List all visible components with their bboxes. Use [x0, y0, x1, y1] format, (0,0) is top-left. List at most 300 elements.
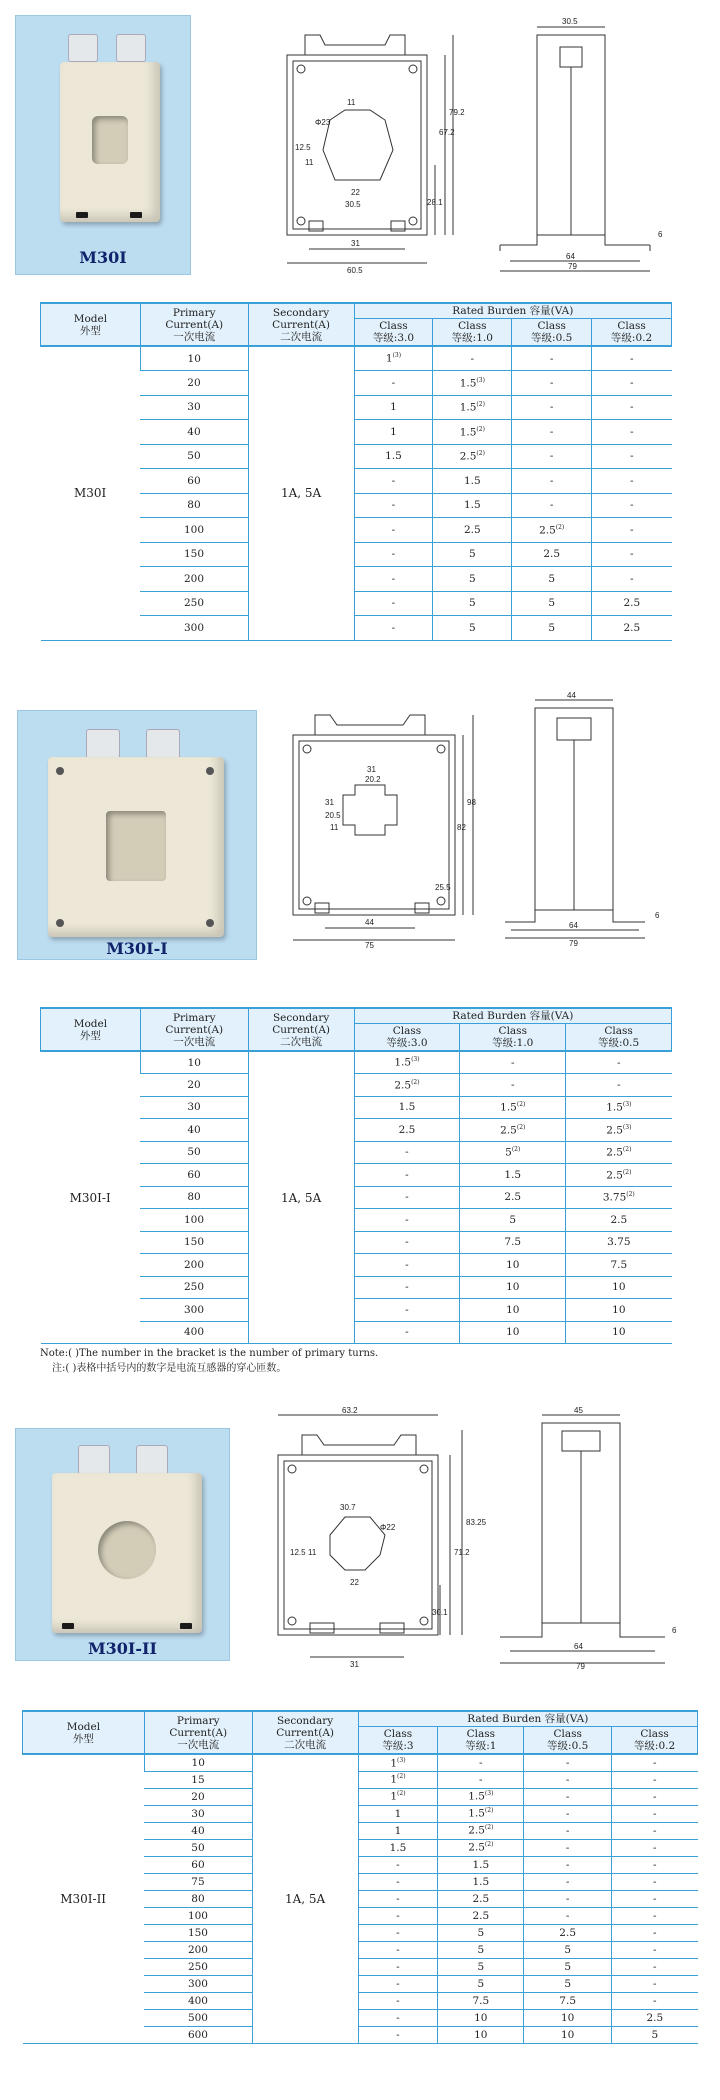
burden-value: - — [630, 352, 634, 365]
dim-label: 20.5 — [325, 811, 341, 820]
burden-value: - — [396, 1875, 400, 1888]
model-cell: M30I-I — [41, 1051, 141, 1344]
burden-value: 1.5 — [459, 401, 477, 414]
front-drawing-m30i-i — [285, 700, 485, 950]
burden-value: - — [405, 1281, 409, 1294]
burden-value: 1.5 — [463, 474, 481, 487]
burden-value: 1.5 — [459, 377, 477, 390]
burden-cell — [612, 1873, 698, 1890]
terminal-cover-left — [78, 1445, 110, 1475]
burden-value: 1.5 — [389, 1841, 407, 1854]
burden-cell — [354, 616, 433, 641]
turns-superscript: (3) — [622, 1101, 632, 1109]
burden-value: 5 — [468, 548, 476, 561]
dim-label: 22 — [351, 188, 360, 197]
burden-cell — [358, 1924, 438, 1941]
burden-cell — [612, 1856, 698, 1873]
mounting-slot — [130, 212, 142, 218]
burden-value: 5 — [477, 1926, 485, 1939]
burden-cell — [433, 420, 512, 445]
screw-icon — [206, 919, 214, 927]
dim-label: 31 — [350, 1660, 359, 1669]
turns-superscript: (3) — [622, 1123, 632, 1131]
header-rated-burden: Rated Burden 容量(VA) — [358, 1711, 697, 1727]
burden-value: 10 — [506, 1281, 520, 1294]
burden-value: - — [653, 1824, 657, 1837]
header-secondary: Secondary Current(A) 二次电流 — [248, 303, 354, 346]
burden-value: 10 — [612, 1326, 626, 1339]
burden-value: - — [630, 548, 634, 561]
burden-cell — [358, 2009, 438, 2026]
burden-cell — [354, 591, 433, 616]
burden-value: - — [405, 1236, 409, 1249]
burden-cell — [354, 1096, 460, 1119]
burden-cell — [438, 1822, 524, 1839]
burden-value: - — [391, 572, 396, 585]
burden-value: 1 — [390, 401, 397, 414]
burden-value: - — [391, 597, 396, 610]
header-class: Class 等级:1.0 — [433, 319, 512, 347]
burden-cell — [592, 346, 672, 371]
burden-cell — [512, 395, 592, 420]
burden-value: 1 — [390, 1757, 398, 1770]
primary-current-cell: 80 — [144, 1890, 252, 1907]
burden-value: - — [565, 1807, 570, 1820]
screw-icon — [56, 767, 64, 775]
burden-cell — [512, 346, 592, 371]
burden-cell — [512, 542, 592, 567]
burden-value: - — [653, 1960, 657, 1973]
side-drawing-m30i-ii — [490, 1405, 690, 1670]
turns-superscript: (3) — [411, 1056, 420, 1064]
burden-value: - — [565, 1909, 570, 1922]
turns-superscript: (2) — [622, 1146, 632, 1154]
burden-cell — [433, 395, 512, 420]
turns-superscript: (2) — [622, 1168, 632, 1176]
burden-cell — [433, 591, 512, 616]
burden-value: 1 — [394, 1824, 402, 1837]
burden-value: - — [630, 376, 634, 389]
burden-value: 5 — [477, 1960, 485, 1973]
table-body — [23, 1754, 698, 2043]
burden-value: - — [549, 450, 554, 463]
burden-value: - — [630, 499, 634, 512]
burden-value: - — [405, 1191, 409, 1204]
dim-label: 6 — [655, 911, 660, 920]
burden-cell — [566, 1096, 672, 1119]
burden-cell — [354, 493, 433, 518]
burden-cell — [433, 616, 512, 641]
burden-value: - — [549, 376, 554, 389]
primary-current-cell: 150 — [144, 1924, 252, 1941]
burden-value: - — [405, 1258, 409, 1271]
burden-cell — [438, 1924, 524, 1941]
model-label: M30I-II — [87, 1639, 158, 1658]
primary-current-cell: 250 — [140, 591, 248, 616]
table-row — [23, 1754, 698, 1771]
burden-value: 5 — [564, 1943, 571, 1956]
dim-label: 79.2 — [449, 108, 465, 117]
burden-cell — [438, 1992, 524, 2009]
burden-cell — [438, 1788, 524, 1805]
header-class: Class 等级:3 — [358, 1727, 438, 1755]
primary-current-cell: 10 — [140, 1051, 248, 1074]
header-class: Class 等级:0.5 — [512, 319, 592, 347]
burden-value: 1.5 — [504, 1168, 522, 1181]
burden-cell — [358, 1788, 438, 1805]
burden-cell — [612, 1975, 698, 1992]
burden-cell — [358, 1771, 438, 1788]
table-row — [41, 346, 672, 371]
burden-value: 10 — [506, 1303, 520, 1316]
burden-cell — [566, 1321, 672, 1344]
burden-cell — [566, 1254, 672, 1277]
burden-cell — [566, 1209, 672, 1232]
header-class: Class 等级:3.0 — [354, 1024, 460, 1052]
burden-cell — [592, 493, 672, 518]
dim-label: 11 — [308, 1548, 317, 1557]
primary-current-cell: 80 — [140, 493, 248, 518]
footnote — [40, 1347, 378, 1376]
dim-label: 64 — [574, 1642, 583, 1651]
turns-superscript: (2) — [484, 1841, 494, 1849]
burden-cell — [612, 1924, 698, 1941]
product-photo-m30i-i — [17, 710, 257, 960]
screw-icon — [206, 767, 214, 775]
burden-value: - — [479, 1773, 483, 1786]
primary-current-cell: 30 — [140, 1096, 248, 1119]
burden-value: 1.5 — [463, 499, 481, 512]
burden-cell — [524, 1771, 612, 1788]
burden-value: 5 — [468, 597, 476, 610]
header-primary: Primary Current(A) 一次电流 — [140, 303, 248, 346]
burden-value: - — [549, 499, 554, 512]
dim-label: 45 — [574, 1406, 583, 1415]
burden-value: 7.5 — [559, 1994, 576, 2007]
burden-value: - — [479, 1756, 483, 1769]
burden-cell — [358, 1992, 438, 2009]
burden-cell — [512, 493, 592, 518]
burden-cell — [438, 2026, 524, 2043]
burden-value: - — [396, 1960, 400, 1973]
dim-label: 22 — [350, 1578, 359, 1587]
dim-label: 11 — [347, 98, 356, 107]
burden-cell — [524, 2026, 612, 2043]
product-photo-m30i — [15, 15, 191, 275]
mounting-slot — [62, 1623, 74, 1629]
burden-value: 1.5 — [468, 1790, 485, 1803]
burden-cell — [433, 469, 512, 494]
primary-current-cell: 50 — [144, 1839, 252, 1856]
dim-label: 75 — [365, 941, 374, 950]
burden-value: - — [630, 523, 634, 536]
burden-value: - — [396, 2028, 400, 2041]
dim-label: Φ22 — [380, 1523, 396, 1532]
burden-value: - — [396, 1892, 400, 1905]
window-hole — [98, 1521, 156, 1579]
dim-label: 12.5 — [295, 143, 311, 152]
dim-label: 98 — [467, 798, 476, 807]
burden-cell — [354, 1231, 460, 1254]
primary-current-cell: 20 — [144, 1788, 252, 1805]
burden-value: - — [653, 1841, 657, 1854]
turns-superscript: (2) — [397, 1773, 406, 1781]
burden-cell — [524, 1992, 612, 2009]
primary-current-cell: 20 — [140, 1074, 248, 1097]
primary-current-cell: 200 — [140, 1254, 248, 1277]
burden-cell — [592, 469, 672, 494]
burden-value: - — [396, 1977, 400, 1990]
burden-value: 1.5 — [394, 1056, 412, 1069]
primary-current-cell: 300 — [140, 616, 248, 641]
burden-value: - — [470, 352, 475, 365]
front-drawing-svg — [275, 15, 465, 275]
dim-label: 30.1 — [432, 1608, 448, 1617]
burden-value: - — [565, 1841, 570, 1854]
burden-cell — [460, 1209, 566, 1232]
header-class: Class 等级:0.2 — [592, 319, 672, 347]
burden-cell — [358, 1856, 438, 1873]
primary-current-cell: 10 — [140, 346, 248, 371]
header-rated-burden: Rated Burden 容量(VA) — [354, 303, 671, 319]
spec-table-m30i-i — [40, 1007, 672, 1344]
footnote-cn: 注:( )表格中括号内的数字是电流互感器的穿心匝数。 — [52, 1362, 287, 1374]
burden-value: - — [653, 1943, 657, 1956]
dim-label: 64 — [566, 252, 575, 261]
burden-value: - — [653, 1977, 657, 1990]
burden-value: 1.5 — [459, 426, 477, 439]
burden-cell — [524, 1975, 612, 1992]
burden-cell — [354, 371, 433, 396]
burden-value: - — [653, 1790, 657, 1803]
primary-current-cell: 300 — [140, 1299, 248, 1322]
burden-cell — [612, 1839, 698, 1856]
burden-value: 7.5 — [610, 1258, 628, 1271]
burden-cell — [358, 1907, 438, 1924]
dim-label: 67.2 — [439, 128, 455, 137]
burden-cell — [354, 1119, 460, 1142]
burden-value: - — [391, 548, 396, 561]
mounting-slot — [180, 1623, 192, 1629]
burden-cell — [358, 1958, 438, 1975]
burden-value: - — [653, 1807, 657, 1820]
primary-current-cell: 20 — [140, 371, 248, 396]
burden-value: 5 — [468, 621, 476, 634]
burden-value: 2.5 — [504, 1191, 522, 1204]
burden-cell — [460, 1164, 566, 1187]
turns-superscript: (2) — [476, 401, 485, 409]
primary-current-cell: 30 — [140, 395, 248, 420]
model-cell: M30I-II — [23, 1754, 145, 2043]
burden-value: 2.5 — [468, 1841, 485, 1854]
burden-value: - — [396, 1943, 400, 1956]
burden-value: 3.75 — [607, 1236, 631, 1249]
burden-value: - — [653, 1756, 657, 1769]
burden-value: - — [630, 474, 634, 487]
burden-value: 1 — [390, 1773, 398, 1786]
burden-cell — [460, 1276, 566, 1299]
burden-cell — [524, 1890, 612, 1907]
burden-cell — [512, 469, 592, 494]
burden-cell — [592, 567, 672, 592]
burden-value: - — [405, 1303, 409, 1316]
burden-value: 1.5 — [468, 1807, 485, 1820]
burden-value: - — [653, 1926, 657, 1939]
burden-value: 5 — [548, 621, 555, 634]
side-drawing-m30i — [480, 15, 680, 275]
burden-cell — [438, 1890, 524, 1907]
burden-value: 1.5 — [500, 1101, 517, 1114]
burden-value: - — [653, 1858, 657, 1871]
burden-cell — [438, 1805, 524, 1822]
burden-value: - — [653, 1909, 657, 1922]
dim-label: 30.5 — [562, 17, 578, 26]
burden-cell — [460, 1321, 566, 1344]
turns-superscript: (2) — [411, 1078, 420, 1086]
header-rated-burden: Rated Burden 容量(VA) — [354, 1008, 671, 1024]
burden-cell — [592, 395, 672, 420]
burden-value: 5 — [468, 572, 476, 585]
primary-current-cell: 200 — [140, 567, 248, 592]
header-model: Model 外型 — [41, 1008, 141, 1051]
primary-current-cell: 60 — [140, 469, 248, 494]
burden-cell — [354, 1321, 460, 1344]
burden-cell — [354, 395, 433, 420]
burden-cell — [460, 1074, 566, 1097]
dim-label: 11 — [330, 823, 339, 832]
burden-value: - — [653, 1773, 657, 1786]
burden-value: - — [565, 1824, 570, 1837]
burden-cell — [592, 542, 672, 567]
header-secondary: Secondary Current(A) 二次电流 — [252, 1711, 358, 1754]
burden-value: 7.5 — [472, 1994, 490, 2007]
burden-cell — [354, 469, 433, 494]
model-label: M30I — [79, 248, 127, 267]
burden-value: - — [396, 1909, 400, 1922]
burden-cell — [612, 1754, 698, 1771]
burden-cell — [612, 2026, 698, 2043]
burden-value: - — [405, 1168, 409, 1181]
burden-value: - — [405, 1326, 409, 1339]
primary-current-cell: 15 — [144, 1771, 252, 1788]
burden-cell — [438, 1907, 524, 1924]
burden-cell — [460, 1141, 566, 1164]
burden-cell — [524, 1924, 612, 1941]
burden-value: - — [653, 1994, 657, 2007]
front-drawing-m30i-ii — [270, 1405, 487, 1675]
window-hole — [92, 116, 128, 164]
burden-value: 2.5 — [543, 548, 561, 561]
burden-cell — [358, 1890, 438, 1907]
burden-value: 10 — [560, 2028, 575, 2041]
dim-label: 30.5 — [345, 200, 361, 209]
burden-cell — [592, 420, 672, 445]
turns-superscript: (2) — [484, 1807, 494, 1815]
burden-cell — [358, 1839, 438, 1856]
burden-cell — [354, 1164, 460, 1187]
burden-value: 5 — [564, 1977, 571, 1990]
burden-value: 2.5 — [463, 523, 481, 536]
burden-cell — [524, 1788, 612, 1805]
header-class: Class 等级:3.0 — [354, 319, 433, 347]
burden-value: 2.5 — [472, 1892, 490, 1905]
burden-value: 2.5 — [623, 597, 641, 610]
primary-current-cell: 30 — [144, 1805, 252, 1822]
burden-value: 5 — [564, 1960, 571, 1973]
burden-cell — [354, 1276, 460, 1299]
primary-current-cell: 100 — [144, 1907, 252, 1924]
primary-current-cell: 400 — [140, 1321, 248, 1344]
header-class: Class 等级:1.0 — [460, 1024, 566, 1052]
primary-current-cell: 75 — [144, 1873, 252, 1890]
primary-current-cell: 150 — [140, 1231, 248, 1254]
burden-cell — [460, 1119, 566, 1142]
burden-value: 5 — [477, 1977, 485, 1990]
burden-value: - — [549, 425, 554, 438]
dim-label: 60.5 — [347, 266, 363, 275]
primary-current-cell: 200 — [144, 1941, 252, 1958]
burden-value: 1 — [394, 1807, 402, 1820]
burden-cell — [358, 1873, 438, 1890]
front-drawing-svg — [285, 700, 485, 950]
primary-current-cell: 50 — [140, 444, 248, 469]
turns-superscript: (2) — [484, 1824, 494, 1832]
burden-cell — [612, 1992, 698, 2009]
burden-cell — [438, 1873, 524, 1890]
burden-cell — [566, 1119, 672, 1142]
burden-value: - — [391, 474, 396, 487]
burden-cell — [592, 518, 672, 543]
burden-cell — [566, 1276, 672, 1299]
burden-value: 1 — [385, 352, 393, 365]
burden-value: - — [653, 1875, 657, 1888]
turns-superscript: (3) — [476, 376, 485, 384]
burden-cell — [612, 1805, 698, 1822]
primary-current-cell: 40 — [144, 1822, 252, 1839]
turns-superscript: (2) — [476, 450, 485, 458]
burden-value: 5 — [509, 1213, 517, 1226]
burden-value: - — [510, 1078, 515, 1091]
burden-value: 1.5 — [472, 1875, 490, 1888]
turns-superscript: (2) — [511, 1146, 521, 1154]
primary-current-cell: 150 — [140, 542, 248, 567]
front-drawing-svg — [270, 1405, 487, 1675]
burden-cell — [592, 616, 672, 641]
side-drawing-m30i-i — [495, 690, 685, 950]
burden-value: 1.5 — [606, 1101, 623, 1114]
header-class: Class 等级:0.5 — [524, 1727, 612, 1755]
burden-cell — [438, 1941, 524, 1958]
burden-cell — [433, 444, 512, 469]
burden-cell — [354, 542, 433, 567]
dim-label: 79 — [568, 262, 577, 271]
burden-cell — [612, 1771, 698, 1788]
table-row — [41, 1051, 672, 1074]
burden-cell — [612, 2009, 698, 2026]
terminal-cover-right — [136, 1445, 168, 1475]
burden-value: 5 — [651, 2028, 659, 2041]
burden-cell — [438, 1975, 524, 1992]
turns-superscript: (2) — [626, 1191, 635, 1199]
burden-value: 3.75 — [602, 1191, 627, 1204]
burden-cell — [438, 1856, 524, 1873]
burden-value: - — [510, 1056, 515, 1069]
burden-value: - — [630, 401, 634, 414]
dim-label: 79 — [569, 939, 578, 948]
burden-value: - — [565, 1756, 570, 1769]
dim-label: 28.1 — [427, 198, 443, 207]
primary-current-cell: 40 — [140, 1119, 248, 1142]
